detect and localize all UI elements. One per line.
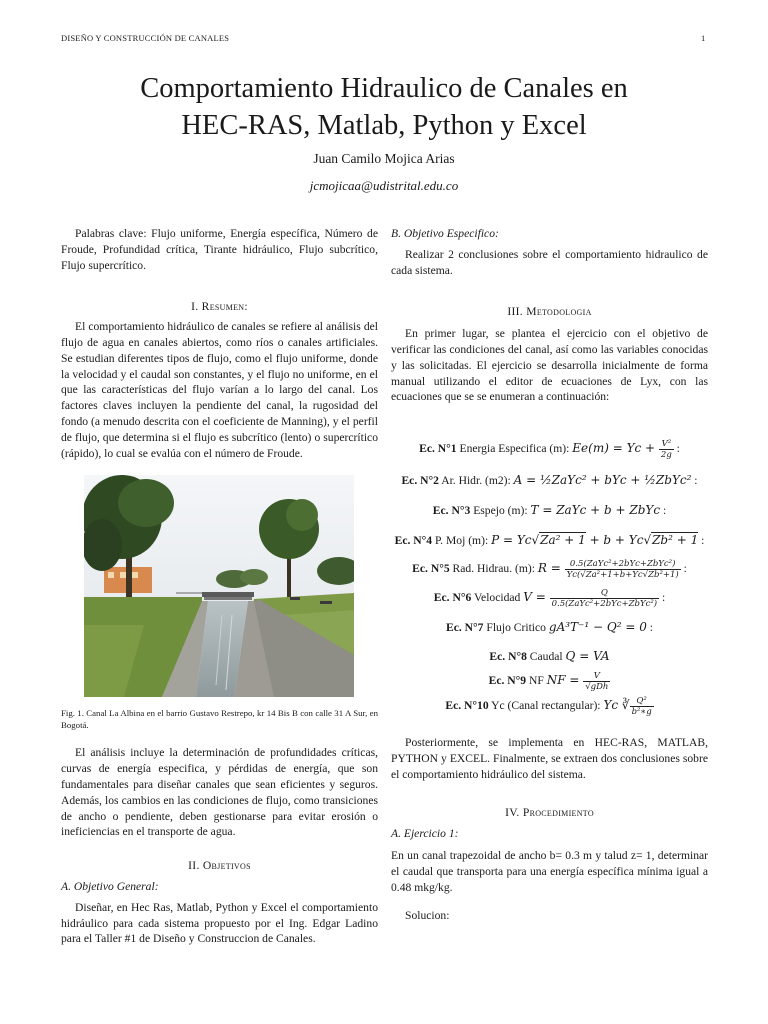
resumen-text: El comportamiento hidráulico de canales se refiere al análisis del flujo de agua en canales abiertos, como ríos o canales artificiales. Se estudian diferentes tipos de flujo, como el flujo uniforme, donde la velocidad y el caudal son constantes, y el flujo no uniforme, en el que las características del flujo varían a lo largo del canal. Los factores claves incluyen la pendiente del canal, la rugosidad del fondo (a menudo descrita con el coeficiente de Manning), y el perfil de flujo, que determina si el flujo es subcrítico (lento) o supercrítico (rápido), lo cual se evalúa con el número de Froude. <box>61 320 378 460</box>
section-title: Metodologia <box>526 305 592 319</box>
analysis-text: El análisis incluye la determinación de profundidades críticas, curvas de energía especifica, y pérdidas de energía, que son fundamentales para diseñar canales que sean eficientes y seguros. Además, los cambios en las condiciones de flujo, como transiciones de ancho o pendiente, deben gestionarse para evitar erosión o ineficiencias en el transporte de agua. <box>61 746 378 839</box>
objetivo-general-heading: A. Objetivo General: <box>61 879 159 893</box>
title-line-1: Comportamiento Hidraulico de Canales en <box>140 73 628 104</box>
section-title: Resumen: <box>201 300 248 314</box>
ejercicio-text: En un canal trapezoidal de ancho b= 0.3 m y talud z= 1, determinar el caudal que transporta para una energía específica mínima igual a 0.48 mkg/kg. <box>391 849 708 894</box>
equation-2: Ec. N°2 Ar. Hidr. (m2): A = ½ZaYc² + bYc + ½ZbYc² : <box>401 473 698 488</box>
paper-title <box>0 70 768 144</box>
running-title: DISEÑO Y CONSTRUCCIÓN DE CANALES <box>61 33 230 43</box>
keywords: Palabras clave: Flujo uniforme, Energía específica, Número de Froude, Profundidad crítica, Tirante hidráulico, Flujo subcrítico, Flujo supercrítico. <box>61 227 378 272</box>
equation-6: Ec. N°6 Velocidad V = $\frac{Q}{\text{0.5(ZaYc²+2bYc+ZbYc²)}}$ : <box>433 587 666 609</box>
equation-10: Ec. N°10 Yc (Canal rectangular): Yc ∛ $\frac{\text{Q²}}{\text{b²∗g}}$ <box>445 696 652 718</box>
right-column <box>391 226 708 923</box>
author-email: jcmojicaa@udistrital.edu.co <box>309 178 459 193</box>
equation-4: Ec. N°4 P. Moj (m): P = Yc√Za² + 1 + b + Yc√Zb² + 1 : <box>394 532 705 547</box>
equation-7: Ec. N°7 Flujo Critico gA³T⁻¹ − Q² = 0 : <box>446 619 653 634</box>
section-title: Objetivos <box>202 859 251 873</box>
solucion-label: Solucion: <box>405 908 450 922</box>
metodologia-intro: En primer lugar, se plantea el ejercicio con el objetivo de verificar las condiciones del canal, así como las variables conocidas y las solicitadas. El ejercicio se desarrolla inicialmente de forma manual utilizando el editor de ecuaciones de Lyx, con las ecuaciones que se se enumeran a continuación: <box>391 327 708 404</box>
section-number: II. <box>188 859 200 873</box>
metodologia-conclusion: Posteriormente, se implementa en HEC-RAS, MATLAB, PYTHON y EXCEL. Finalmente, se extraen dos conclusiones sobre el comportamiento hidráulico del sistema. <box>391 736 708 781</box>
objetivo-especifico-text: Realizar 2 conclusiones sobre el comportamiento hidraulico de cada sistema. <box>391 247 708 277</box>
equation-9: Ec. N°9 NF NF = $\frac{V}{\text{√gDh}}$ <box>488 671 609 693</box>
title-line-2: HEC-RAS, Matlab, Python y Excel <box>181 110 587 141</box>
section-heading-metodologia <box>391 304 708 320</box>
section-number: III. <box>507 305 524 319</box>
objetivo-general-text: Diseñar, en Hec Ras, Matlab, Python y Excel el comportamiento hidráulico para cada sistema propuesto por el Ing. Edgar Ladino para el Taller #1 de Diseño y Construccion de Canales. <box>61 900 378 946</box>
section-heading-procedimiento <box>391 805 708 821</box>
equation-8: Ec. N°8 Caudal Q = VA <box>489 649 610 664</box>
section-heading-objetivos <box>61 858 378 874</box>
objetivo-especifico-heading: B. Objetivo Especifico: <box>391 227 499 240</box>
ejercicio-heading: A. Ejercicio 1: <box>391 827 459 841</box>
author-name: Juan Camilo Mojica Arias <box>313 151 455 166</box>
equation-5: Ec. N°5 Rad. Hidrau. (m): R = $\frac{\text{0.5(ZaYc²+2bYc+ZbYc²)}}{\text{Yc(√Za²+1+b+Yc√Zb²+1)}}$ : <box>412 558 687 580</box>
canal-photo <box>84 475 354 697</box>
section-number: IV. <box>505 805 520 819</box>
section-heading-resumen <box>61 299 378 315</box>
equation-3: Ec. N°3 Espejo (m): T = ZaYc + b + ZbYc : <box>432 502 667 517</box>
section-title: Procedimiento <box>522 805 594 819</box>
section-number: I. <box>191 300 199 314</box>
page-number: 1 <box>701 33 706 43</box>
left-column <box>61 226 378 947</box>
equation-1: Ec. N°1 Energia Especifica (m): Ee(m) = Yc + $\frac{\text{V²}}{2g}$ : <box>419 439 680 461</box>
figure-caption: Fig. 1. Canal La Albina en el barrio Gustavo Restrepo, kr 14 Bis B con calle 31 A Sur, en Bogotá. <box>61 708 378 731</box>
